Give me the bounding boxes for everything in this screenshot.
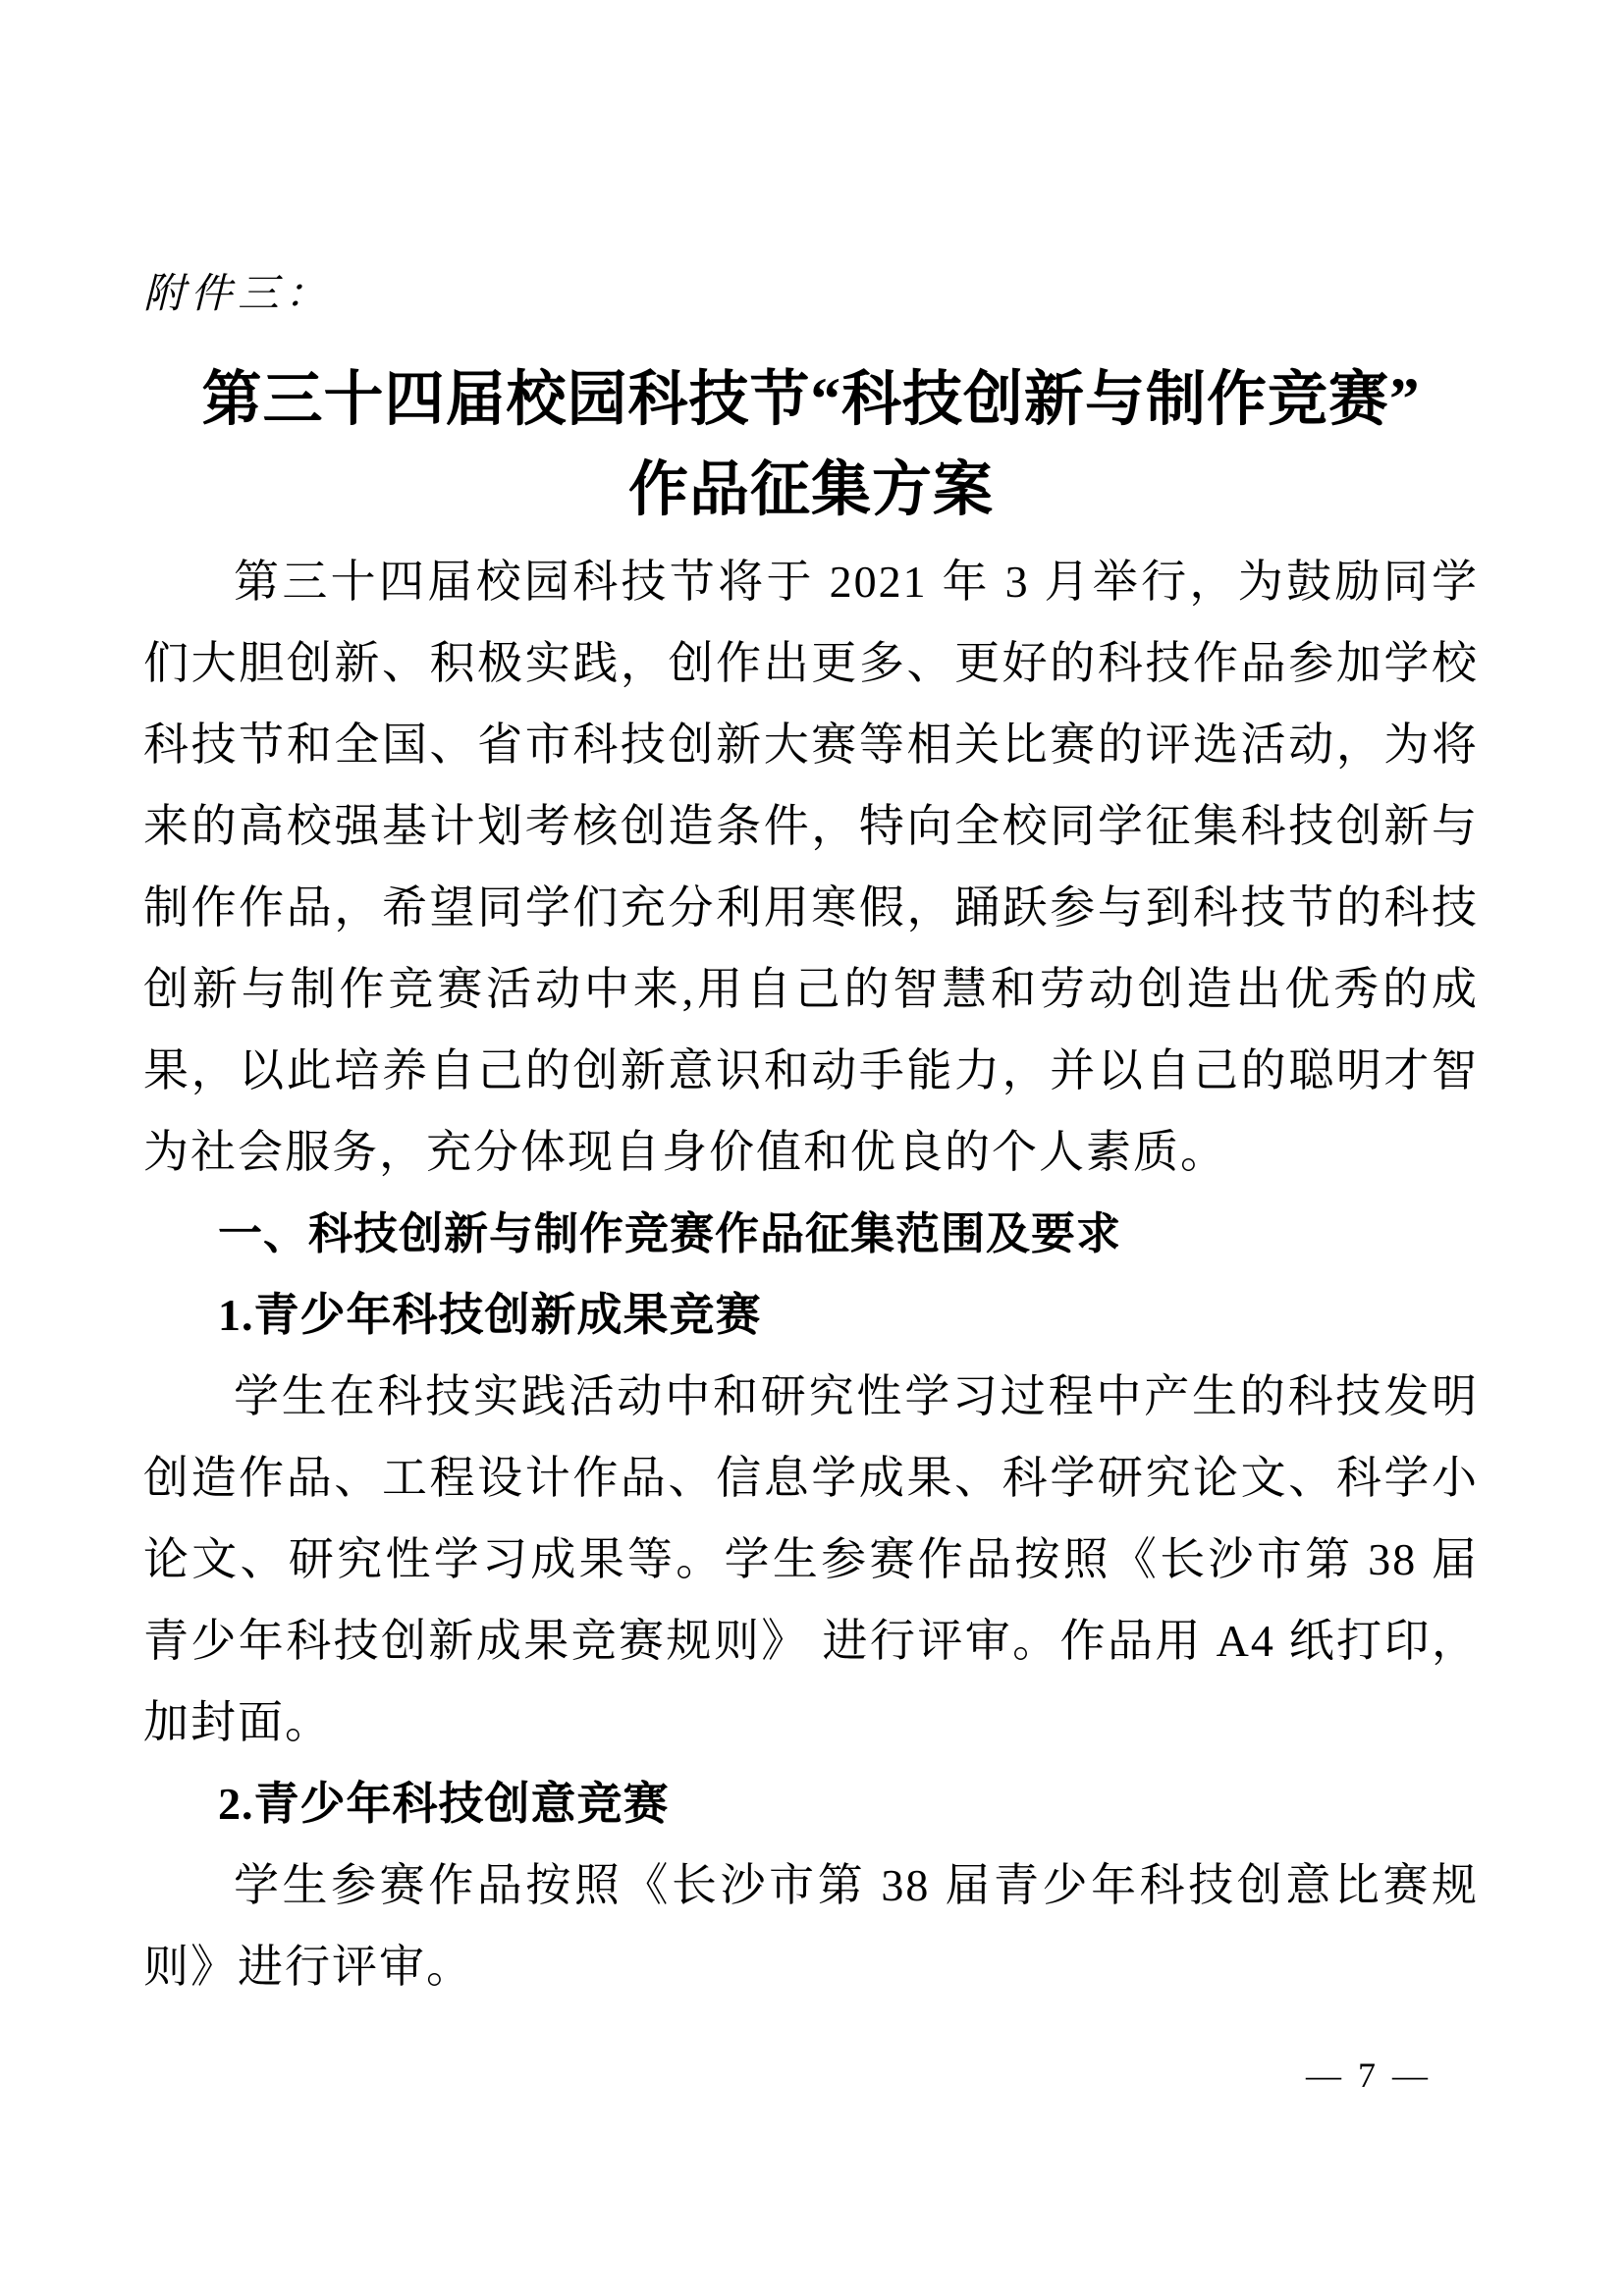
page-number: — 7 — xyxy=(1306,2056,1432,2095)
subsection2-heading: 2.青少年科技创意竞赛 xyxy=(218,1779,670,1829)
document-title-line1: 第三十四届校园科技节“科技创新与制作竞赛” xyxy=(201,367,1421,433)
intro-paragraph: 第三十四届校园科技节将于 2021 年 3 月举行，为鼓励同学们大胆创新、积极实践，创作出更多、更好的科技作品参加学校科技节和全国、省市科技创新大赛等相关比赛的评选活动，为将来的高校强基计划考核创造条件，特向全校同学征集科技创新与制作作品，希望同学们充分利用寒假，踊跃参与到科技节的科技创新与制作竞赛活动中来,用自己的智慧和劳动创造出优秀的成果，以此培养自己的创新意识和动手能力，并以自己的聪明才智为社会服务，充分体现自身价值和优良的个人素质。 xyxy=(143,557,1479,1177)
section1-heading: 一、科技创新与制作竞赛作品征集范围及要求 xyxy=(218,1208,1122,1258)
document-content xyxy=(143,267,1479,2007)
subsection1-heading: 1.青少年科技创新成果竞赛 xyxy=(218,1290,762,1340)
document-title xyxy=(143,355,1479,536)
attachment-label: 附件三： xyxy=(143,272,333,317)
subsection2-paragraph: 学生参赛作品按照《长沙市第 38 届青少年科技创意比赛规则》进行评审。 xyxy=(143,1860,1479,1992)
subsection1-paragraph: 学生在科技实践活动中和研究性学习过程中产生的科技发明创造作品、工程设计作品、信息学成果、科学研究论文、科学小论文、研究性学习成果等。学生参赛作品按照《长沙市第 38 届青少年科技创新成果竞赛规则》 进行评审。作品用 A4 纸打印，加封面。 xyxy=(143,1371,1479,1747)
document-title-line2: 作品征集方案 xyxy=(627,457,994,523)
